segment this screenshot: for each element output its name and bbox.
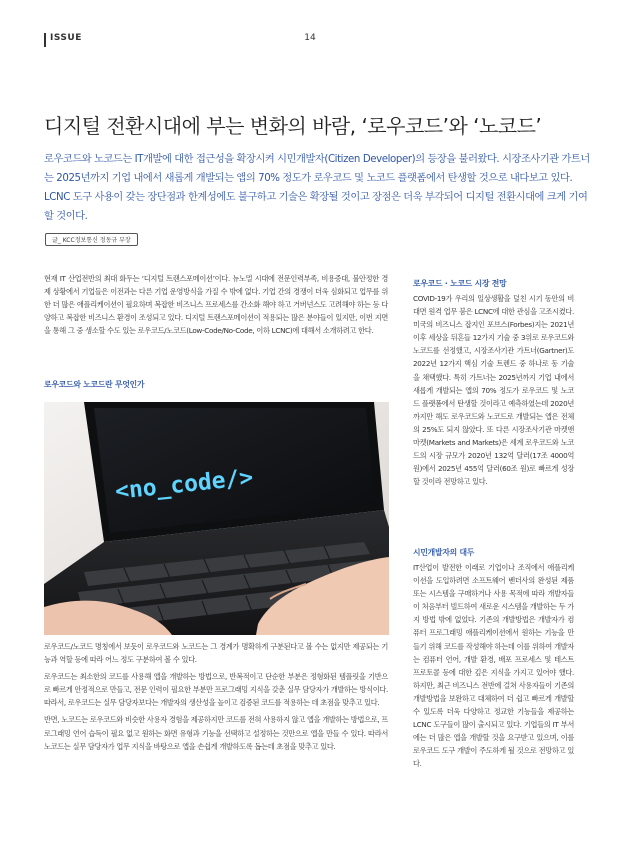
definition-paragraphs (44, 640, 388, 757)
screen-code-text: <no_code/> (113, 464, 255, 505)
citizen-developer-text: IT산업이 발전한 이래로 기업이나 조직에서 애플리케이션을 도입하려면 소프트웨어 벤더사의 완성된 제품 또는 시스템을 구매하거나 사용 목적에 따라 개발자들이 처음부터 빌드하여 새로운 시스템을 개발하는 두 가지 방법 밖에 없었다. 기존의 개발방법은 개발자가 컴퓨터 프로그래밍 애플리케이션에서 원하는 기능을 만들기 위해 코드를 작성해야 하는데 이를 위하여 개발자는 컴퓨터 언어, 개발 환경, 배포 프로세스 및 테스트 프로토콜 등에 대한 깊은 지식을 가지고 있어야 했다. 하지만, 최근 비즈니스 전반에 걸쳐 사용자들이 기존의 개발방법을 보완하고 대체하여 더 쉽고 빠르게 개발할 수 있도록 더욱 다양하고 정교한 기능들을 제공하는 LCNC 도구들이 많이 출시되고 있다. 기업들의 IT 부서에는 더 많은 앱을 개발할 것을 요구받고 있으며, 이를 로우코드 도구 개발이 주도하게 될 것으로 전망하고 있다. (413, 563, 574, 769)
subheading-market-outlook: 로우코드 · 노코드 시장 전망 (413, 279, 507, 288)
header-rule (44, 33, 46, 47)
article-title: 디지털 전환시대에 부는 변화의 바람, ‘로우코드’와 ‘노코드’ (44, 114, 542, 138)
intro-paragraph (44, 272, 388, 341)
subheading-citizen-developer: 시민개발자의 대두 (413, 548, 475, 557)
intro-text: 현재 IT 산업전반의 최대 화두는 ‘디지털 트랜스포메이션’이다. 뉴노멀 시대에 전문인력부족, 비용증대, 불안정한 경제 상황에서 기업들은 이전과는 다른 기업 운영방식을 가질 수 밖에 없다. 기업 간의 경쟁이 더욱 심화되고 업무를 위한 더 많은 애플리케이션이 필요하며 복잡한 비즈니스 프로세스를 간소화 해야 하고 거버넌스도 고려해야 하는 등 다양하고 복잡한 비즈니스 환경이 조성되고 있다. 디지털 트랜스포메이션이 적용되는 많은 분야들이 있지만, 이번 지면을 통해 그 중 생소할 수도 있는 로우코드/노코드(Low-Code/No-Code, 이하 LCNC)에 대해서 소개하려고 한다. (44, 274, 388, 336)
paragraph-1: 로우코드/노코드 명칭에서 보듯이 로우코드와 노코드는 그 경계가 명확하게 구분된다고 볼 수는 없지만 제공되는 기능과 역할 등에 따라 어느 정도 구분하여 볼 수 있다. (44, 642, 388, 665)
citizen-developer-body (413, 561, 574, 775)
paragraph-3: 반면, 노코드는 로우코드와 비슷한 사용자 경험을 제공하지만 코드를 전혀 사용하지 않고 앱을 개발하는 방법으로, 프로그래밍 언어 습득이 필요 없고 원하는 화면 유형과 기능을 선택하고 설정하는 것만으로 앱을 만들 수 있다. 따라서 노코드는 실무 담당자가 업무 지식을 바탕으로 앱을 손쉽게 개발하도록 돕는데 초점을 맞추고 있다. (44, 715, 388, 751)
paragraph-2: 로우코드는 최소한의 코드를 사용해 앱을 개발하는 방법으로, 반복적이고 단순한 부분은 정형화된 템플릿을 기반으로 빠르게 안정적으로 만들고, 전문 인력이 필요한 부분만 프로그래밍 지식을 갖춘 실무 담당자가 개발하는 방식이다. 따라서, 로우코드는 실무 담당자보다는 개발자의 생산성을 높이고 검증된 코드를 적용하는 데 초점을 맞추고 있다. (44, 672, 388, 708)
market-outlook-body (413, 292, 574, 492)
subheading-what-is: 로우코드와 노코드란 무엇인가 (44, 380, 145, 389)
article-lead: 로우코드와 노코드는 IT개발에 대한 접근성을 확장시켜 시민개발자(Citizen Developer)의 등장을 불러왔다. 시장조사기관 가트너는 2025년까지 기업 내에서 새롭게 개발되는 앱의 70% 정도가 로우코드 및 노코드 플랫폼에서 탄생할 것으로 내다보고 있다. LCNC 도구 사용이 갖는 장단점과 한계성에도 불구하고 기술은 확장될 것이고 장점은 더욱 부각되어 디지털 전환시대에 크게 기여할 것이다. (44, 154, 590, 222)
page-number: 14 (304, 33, 316, 43)
market-outlook-text: COVID-19가 우리의 일상생활을 덮친 시기 동안의 비대면 원격 업무 붐은 LCNC에 대한 관심을 고조시켰다. 미국의 비즈니스 잡지인 포브스(Forbes)지는 2021년 이후 세상을 뒤흔들 12가지 기술 중 3위로 로우코드와 노코드를 선정했고, 시장조사기관 가트너(Gartner)도 2022년 12가지 핵심 기술 트렌드 중 하나로 동 기술을 채택했다. 특히 가트너는 2025년까지 기업 내에서 새롭게 개발되는 앱의 70% 정도가 로우코드 및 노코드 플랫폼에서 탄생할 것이라고 예측하였는데 2020년까지만 해도 로우코드와 노코드로 개발되는 앱은 전체의 25%도 되지 않았다. 또 다른 시장조사기관 마켓앤마켓(Markets and Markets)은 세계 로우코드와 노코드의 시장 규모가 2020년 132억 달러(17조 4000억 원)에서 2025년 455억 달러(60조 원)로 빠르게 성장할 것이라 전망하고 있다. (413, 294, 574, 487)
section-label: ISSUE (50, 33, 82, 43)
laptop-illustration (44, 402, 389, 635)
laptop-keyboard-photo (44, 402, 389, 635)
author-credit: 글_ KCC정보통신 정동규 부장 (45, 233, 138, 246)
